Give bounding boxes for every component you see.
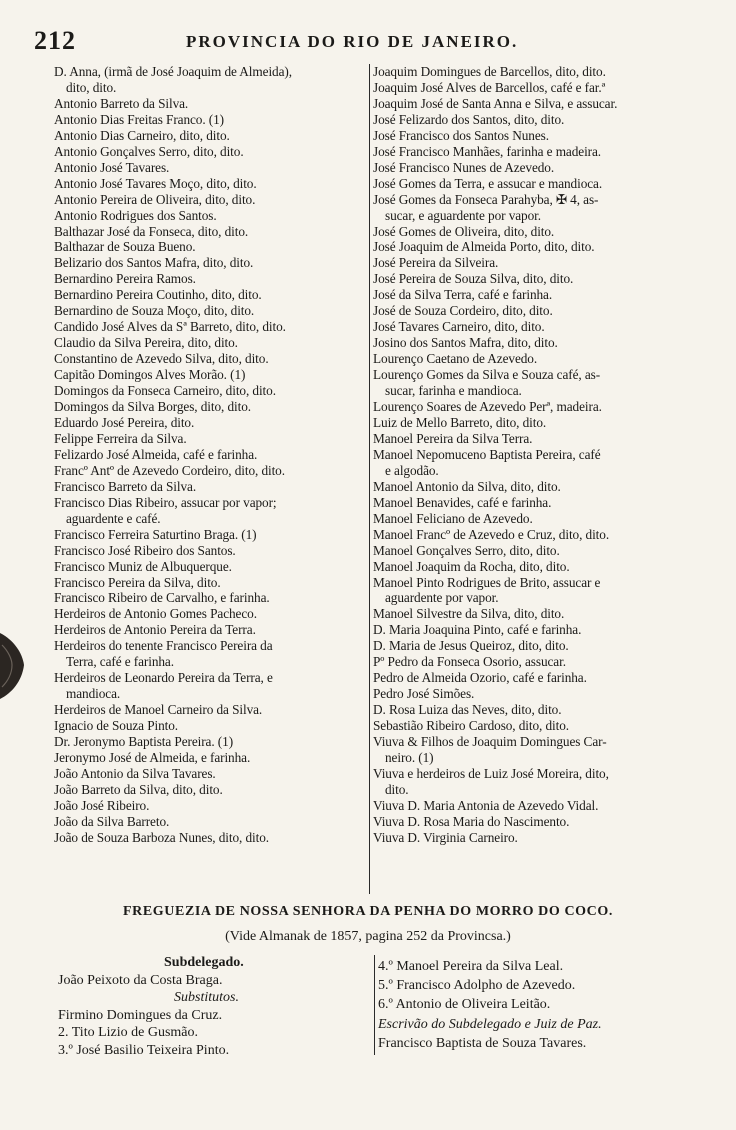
directory-entry: dito, dito.	[66, 79, 117, 95]
directory-entry: D. Maria de Jesus Queiroz, dito, dito.	[373, 638, 569, 654]
directory-entry: José da Silva Terra, café e farinha.	[373, 287, 553, 303]
directory-entry: Constantino de Azevedo Silva, dito, dito.	[54, 351, 269, 367]
directory-entry: Antonio Barreto da Silva.	[54, 95, 189, 111]
directory-entry: José Gomes de Oliveira, dito, dito.	[373, 223, 555, 239]
directory-entry: Antonio Dias Carneiro, dito, dito.	[54, 127, 230, 143]
directory-entry: Francisco Ribeiro de Carvalho, e farinha.	[54, 590, 270, 606]
substitutos-heading: Substitutos.	[174, 990, 239, 1005]
page-number: 212	[34, 26, 76, 55]
directory-entry: Domingos da Silva Borges, dito, dito.	[54, 399, 251, 415]
section-reference: (Vide Almanak de 1857, pagina 252 da Provincsa.)	[225, 929, 511, 944]
column-divider	[369, 64, 370, 894]
directory-entry: José Francisco Nunes de Azevedo.	[373, 159, 555, 175]
substituto-4: 4.º Manoel Pereira da Silva Leal.	[378, 959, 564, 974]
section-divider	[374, 955, 375, 1055]
directory-entry: Jeronymo José de Almeida, e farinha.	[54, 749, 251, 765]
directory-entry: Pedro José Simões.	[373, 686, 475, 702]
directory-entry: Felizardo José Almeida, café e farinha.	[54, 446, 258, 462]
directory-entry: Viuva & Filhos de Joaquim Domingues Car-	[373, 734, 607, 750]
directory-entry: Capitão Domingos Alves Morão. (1)	[54, 367, 246, 383]
section-title: FREGUEZIA DE NOSSA SENHORA DA PENHA DO MORRO DO COCO.	[123, 904, 613, 919]
directory-entry: Manoel Pinto Rodrigues de Brito, assucar e	[373, 574, 601, 590]
directory-entry: Candido José Alves da Sª Barreto, dito, dito.	[54, 319, 286, 335]
directory-entry: Antonio Dias Freitas Franco. (1)	[54, 111, 224, 127]
directory-entry: Manoel Nepomuceno Baptista Pereira, café	[373, 446, 601, 462]
directory-entry: sucar, e aguardente por vapor.	[385, 207, 541, 223]
directory-entry: José Gomes da Terra, e assucar e mandioca.	[373, 175, 603, 191]
right-column-list	[373, 64, 693, 846]
directory-entry: Lourenço Caetano de Azevedo.	[373, 351, 538, 367]
directory-entry: Antonio Pereira de Oliveira, dito, dito.	[54, 191, 256, 207]
directory-entry: Bernardino de Souza Moço, dito, dito.	[54, 303, 255, 319]
directory-entry: José Gomes da Fonseca Parahyba, ✠ 4, as-	[373, 191, 599, 207]
directory-entry: mandioca.	[66, 686, 121, 702]
directory-entry: Felippe Ferreira da Silva.	[54, 430, 187, 446]
directory-entry: Ignacio de Souza Pinto.	[54, 718, 178, 734]
directory-entry: Bernardino Pereira Coutinho, dito, dito.	[54, 287, 262, 303]
directory-entry: Joaquim Domingues de Barcellos, dito, dito.	[373, 64, 606, 79]
directory-entry: Manoel Pereira da Silva Terra.	[373, 430, 533, 446]
directory-entry: José Joaquim de Almeida Porto, dito, dito.	[373, 239, 595, 255]
directory-entry: sucar, farinha e mandioca.	[385, 383, 522, 399]
directory-entry: Herdeiros de Antonio Pereira da Terra.	[54, 622, 256, 638]
subdelegados-right	[378, 957, 708, 1053]
subdelegado-heading: Subdelegado.	[164, 955, 244, 970]
directory-entry: José Felizardo dos Santos, dito, dito.	[373, 111, 565, 127]
directory-entry: João da Silva Barreto.	[54, 813, 170, 829]
directory-entry: Domingos da Fonseca Carneiro, dito, dito.	[54, 383, 276, 399]
directory-entry: Herdeiros de Leonardo Pereira da Terra, e	[54, 670, 273, 686]
directory-entry: D. Maria Joaquina Pinto, café e farinha.	[373, 622, 582, 638]
substituto-2: 2. Tito Lizio de Gusmão.	[58, 1025, 199, 1040]
directory-entry: Joaquim José Alves de Barcellos, café e far.ª	[373, 79, 606, 95]
directory-entry: Josino dos Santos Mafra, dito, dito.	[373, 335, 558, 351]
directory-entry: Belizario dos Santos Mafra, dito, dito.	[54, 255, 254, 271]
directory-entry: Francisco Pereira da Silva, dito.	[54, 574, 221, 590]
directory-entry: Antonio José Tavares Moço, dito, dito.	[54, 175, 257, 191]
escrivao-name: Francisco Baptista de Souza Tavares.	[378, 1035, 587, 1051]
directory-entry: Francisco Muniz de Albuquerque.	[54, 558, 232, 574]
directory-entry: Manoel Antonio da Silva, dito, dito.	[373, 478, 561, 494]
directory-entry: Herdeiros de Manoel Carneiro da Silva.	[54, 702, 263, 718]
subdelegado-name: João Peixoto da Costa Braga.	[58, 972, 223, 988]
directory-entry: João Barreto da Silva, dito, dito.	[54, 781, 223, 797]
directory-entry: Herdeiros de Antonio Gomes Pacheco.	[54, 606, 257, 622]
directory-entry: Antonio José Tavares.	[54, 159, 170, 175]
directory-entry: Pº Pedro da Fonseca Osorio, assucar.	[373, 654, 566, 670]
directory-entry: José Pereira da Silveira.	[373, 255, 499, 271]
directory-entry: Lourenço Gomes da Silva e Souza café, as-	[373, 367, 601, 383]
directory-entry: D. Rosa Luiza das Neves, dito, dito.	[373, 702, 562, 718]
directory-entry: Lourenço Soares de Azevedo Perª, madeira.	[373, 399, 602, 415]
directory-entry: neiro. (1)	[385, 749, 434, 765]
directory-entry: Francisco José Ribeiro dos Santos.	[54, 542, 236, 558]
binding-edge-mark	[0, 625, 30, 705]
directory-entry: João de Souza Barboza Nunes, dito, dito.	[54, 829, 269, 845]
directory-entry: dito.	[385, 781, 409, 797]
directory-entry: Manoel Gonçalves Serro, dito, dito.	[373, 542, 560, 558]
directory-entry: Luiz de Mello Barreto, dito, dito.	[373, 414, 547, 430]
directory-entry: Francº Antº de Azevedo Cordeiro, dito, dito.	[54, 462, 285, 478]
directory-entry: Antonio Rodrigues dos Santos.	[54, 207, 217, 223]
directory-entry: Viuva D. Virginia Carneiro.	[373, 829, 518, 845]
directory-entry: Francisco Ferreira Saturtino Braga. (1)	[54, 526, 257, 542]
directory-entry: Dr. Jeronymo Baptista Pereira. (1)	[54, 734, 234, 750]
directory-entry: Antonio Gonçalves Serro, dito, dito.	[54, 143, 244, 159]
substituto-1: Firmino Domingues da Cruz.	[58, 1007, 223, 1023]
directory-entry: aguardente e café.	[66, 510, 161, 526]
directory-entry: Manoel Joaquim da Rocha, dito, dito.	[373, 558, 570, 574]
directory-entry: Manoel Francº de Azevedo e Cruz, dito, dito.	[373, 526, 610, 542]
directory-entry: Herdeiros do tenente Francisco Pereira da	[54, 638, 273, 654]
directory-entry: Manoel Silvestre da Silva, dito, dito.	[373, 606, 565, 622]
directory-entry: D. Anna, (irmã de José Joaquim de Almeida),	[54, 64, 292, 79]
running-title: PROVINCIA DO RIO DE JANEIRO.	[186, 32, 519, 51]
directory-entry: Francisco Dias Ribeiro, assucar por vapor;	[54, 494, 277, 510]
directory-entry: Claudio da Silva Pereira, dito, dito.	[54, 335, 238, 351]
directory-entry: Eduardo José Pereira, dito.	[54, 414, 195, 430]
left-column-list	[54, 64, 368, 846]
directory-entry: aguardente por vapor.	[385, 590, 499, 606]
directory-entry: Manoel Benavides, café e farinha.	[373, 494, 552, 510]
escrivao-heading: Escrivão do Subdelegado e Juiz de Paz.	[378, 1016, 602, 1032]
directory-entry: José de Souza Cordeiro, dito, dito.	[373, 303, 553, 319]
directory-entry: Manoel Feliciano de Azevedo.	[373, 510, 533, 526]
directory-entry: Sebastião Ribeiro Cardoso, dito, dito.	[373, 718, 570, 734]
substituto-6: 6.º Antonio de Oliveira Leitão.	[378, 997, 551, 1013]
substituto-3: 3.º José Basilio Teixeira Pinto.	[58, 1042, 230, 1058]
directory-entry: Viuva D. Maria Antonia de Azevedo Vidal.	[373, 797, 599, 813]
directory-entry: Balthazar de Souza Bueno.	[54, 239, 196, 255]
directory-entry: José Francisco dos Santos Nunes.	[373, 127, 549, 143]
subdelegados-left	[58, 954, 378, 1059]
directory-entry: José Pereira de Souza Silva, dito, dito.	[373, 271, 574, 287]
directory-entry: Terra, café e farinha.	[66, 654, 174, 670]
directory-entry: e algodão.	[385, 462, 439, 478]
directory-entry: Joaquim José de Santa Anna e Silva, e assucar.	[373, 95, 618, 111]
directory-entry: Balthazar José da Fonseca, dito, dito.	[54, 223, 249, 239]
directory-entry: Bernardino Pereira Ramos.	[54, 271, 196, 287]
directory-entry: Pedro de Almeida Ozorio, café e farinha.	[373, 670, 587, 686]
substituto-5: 5.º Francisco Adolpho de Azevedo.	[378, 978, 576, 994]
directory-entry: José Tavares Carneiro, dito, dito.	[373, 319, 545, 335]
page-header	[34, 26, 684, 54]
directory-entry: Viuva e herdeiros de Luiz José Moreira, dito,	[373, 765, 609, 781]
directory-entry: Francisco Barreto da Silva.	[54, 478, 197, 494]
directory-entry: João José Ribeiro.	[54, 797, 150, 813]
directory-entry: José Francisco Manhães, farinha e madeira.	[373, 143, 602, 159]
directory-entry: Viuva D. Rosa Maria do Nascimento.	[373, 813, 570, 829]
directory-entry: João Antonio da Silva Tavares.	[54, 765, 216, 781]
